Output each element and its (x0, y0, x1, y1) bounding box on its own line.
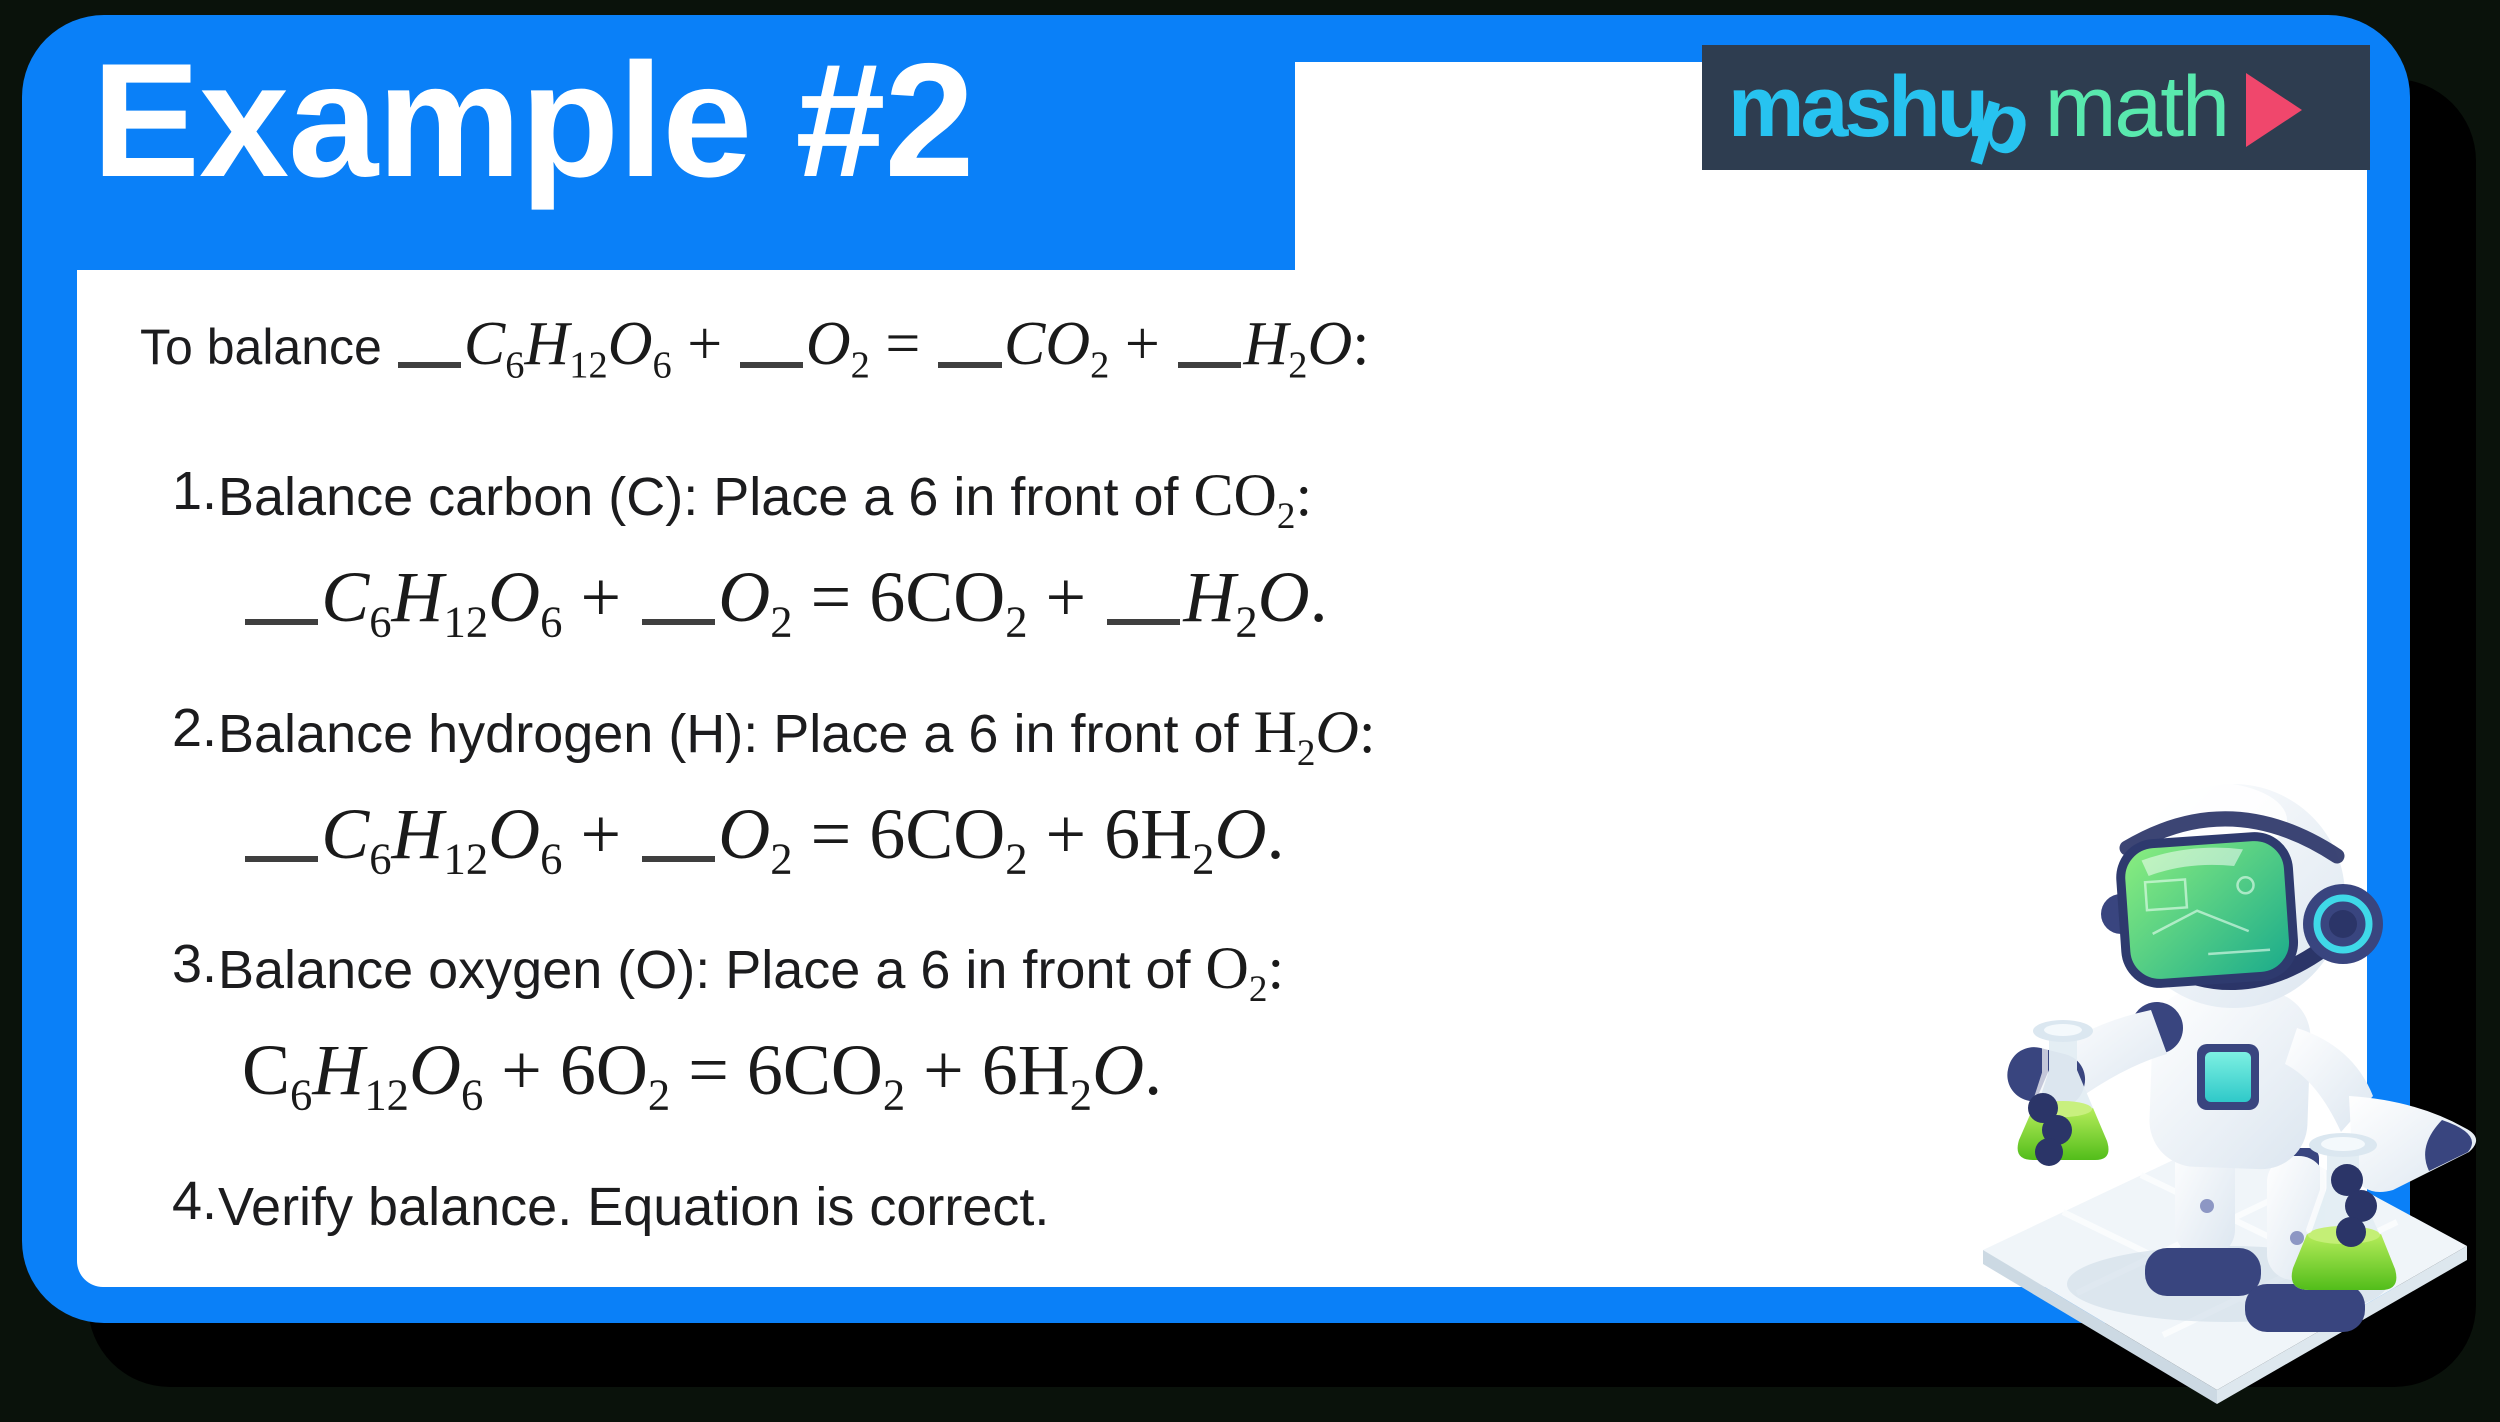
play-triangle-icon (2246, 73, 2302, 147)
logo-letter-p: p (1964, 68, 2044, 176)
step-heading: Balance oxygen (O): Place a 6 in front of $O_2$: (218, 935, 1285, 1011)
mashupmath-logo (1702, 45, 2370, 176)
step-heading: Balance hydrogen (H): Place a 6 in front of $H_2O$: (218, 698, 1376, 774)
intro-line (140, 300, 1840, 390)
step-inline-formula: $H_2O$: (1253, 698, 1376, 774)
step-body (218, 1166, 1049, 1244)
step-item (140, 693, 1840, 884)
step-item (140, 929, 1840, 1120)
step-number: 4. (172, 1171, 218, 1232)
step-number: 1. (172, 460, 218, 521)
chest-screen (2205, 1052, 2251, 1102)
step-heading: Balance carbon (C): Place a 6 in front of $CO_2$: (218, 461, 1313, 537)
visor (2118, 834, 2295, 985)
step-number: 2. (172, 697, 218, 758)
robot-illustration (1945, 728, 2500, 1422)
step-body (218, 929, 1285, 1120)
step-equation: $C_6H_{12}O_6 + O_2 = 6CO_2 + 6H_2O$. (242, 793, 1376, 876)
step-item (140, 456, 1840, 647)
robot-head (2101, 782, 2383, 1008)
step-item (140, 1166, 1840, 1244)
step-equation: $C_6H_{12}O_6 + O_2 = 6CO_2 + H_2O$. (242, 556, 1328, 639)
logo-text-math: math (2044, 59, 2228, 155)
steps-list (140, 456, 1840, 1244)
step-inline-formula: $O_2$: (1205, 935, 1285, 1011)
intro-text: To balance (140, 319, 396, 375)
step-body (218, 456, 1328, 647)
step-equation: $C_6H_{12}O_6 + 6O_2 = 6CO_2 + 6H_2O$. (242, 1030, 1163, 1120)
lesson-content (140, 300, 1840, 1298)
page-title: Example #2 (92, 30, 974, 211)
logo-text-mashu: mashu (1728, 59, 1986, 155)
intro-equation: $C_6H_{12}O_6 + O_2 = CO_2 + H_2O$: (396, 310, 1370, 378)
step-body (218, 693, 1376, 884)
step-inline-formula: $CO_2$: (1193, 461, 1313, 537)
step-heading: Verify balance. Equation is correct. (218, 1177, 1050, 1238)
step-number: 3. (172, 934, 218, 995)
